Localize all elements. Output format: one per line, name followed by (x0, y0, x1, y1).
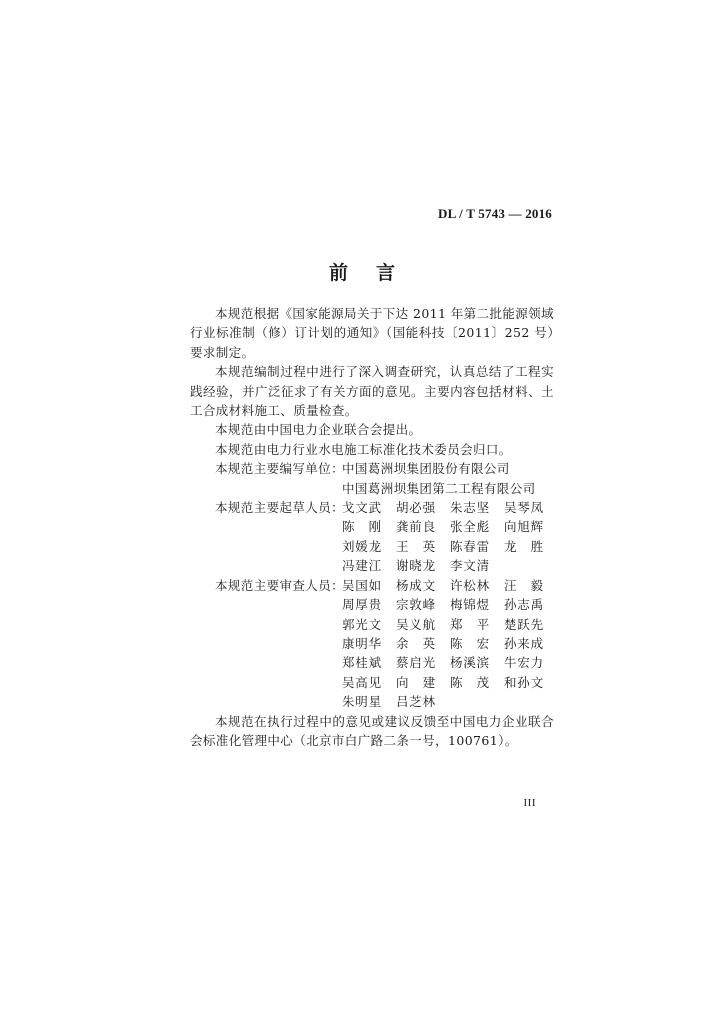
drafter-name: 刘媛龙 (342, 538, 382, 554)
editor-unit: 中国葛洲坝集团股份有限公司 (342, 461, 510, 477)
reviewer-name: 朱明星 (342, 694, 382, 710)
editor-units-label: 本规范主要编写单位： (215, 461, 345, 477)
drafter-name: 戈文武 (342, 500, 382, 516)
reviewers-names (342, 576, 558, 712)
drafters-label: 本规范主要起草人员： (215, 500, 345, 516)
drafter-name: 向旭辉 (504, 519, 544, 535)
reviewer-name: 孙来成 (504, 635, 544, 651)
reviewer-name: 和孙文 (504, 674, 544, 690)
paragraph-proposer: 本规范由中国电力企业联合会提出。 (215, 422, 422, 438)
reviewer-name: 陈 茂 (450, 674, 490, 690)
drafters-names (342, 498, 558, 576)
reviewer-name: 郑桂斌 (342, 655, 382, 671)
reviewer-name: 吕芝林 (396, 694, 436, 710)
list-item (190, 479, 554, 498)
drafter-name: 朱志坚 (450, 500, 490, 516)
standard-code: DL / T 5743 — 2016 (437, 206, 552, 221)
reviewer-name: 宗敦峰 (396, 597, 436, 613)
preface-body (190, 304, 554, 750)
drafter-name: 龚前良 (396, 519, 436, 535)
drafter-name: 王 英 (396, 538, 436, 554)
reviewer-name: 牛宏力 (504, 655, 544, 671)
paragraph-feedback: 本规范在执行过程中的意见或建议反馈至中国电力企业联合会标准化管理中心（北京市白广路二条一号，100761）。 (190, 713, 554, 748)
reviewer-name: 蔡启光 (396, 655, 436, 671)
paragraph-administrator: 本规范由电力行业水电施工标准化技术委员会归口。 (215, 441, 512, 457)
page-number: III (523, 797, 536, 809)
list-item (190, 459, 554, 478)
reviewer-name: 吴义航 (396, 616, 436, 632)
reviewer-name: 陈 宏 (450, 635, 490, 651)
drafter-name: 陈 刚 (342, 519, 382, 535)
reviewer-name: 杨成文 (396, 577, 436, 593)
reviewer-name: 吴高见 (342, 674, 382, 690)
reviewer-name: 周厚贵 (342, 597, 382, 613)
reviewers-block (190, 576, 554, 712)
reviewer-name: 向 建 (396, 674, 436, 690)
reviewer-name: 孙志禹 (504, 597, 544, 613)
reviewer-name: 梅锦煜 (450, 597, 490, 613)
reviewer-name: 郭光文 (342, 616, 382, 632)
editor-units-block (190, 459, 554, 498)
drafter-name: 胡必强 (396, 500, 436, 516)
drafter-name: 吴琴凤 (504, 500, 544, 516)
reviewer-name: 楚跃先 (504, 616, 544, 632)
reviewer-name: 郑 平 (450, 616, 490, 632)
reviewer-name: 杨溪滨 (450, 655, 490, 671)
paragraph-process: 本规范编制过程中进行了深入调查研究，认真总结了工程实践经验，并广泛征求了有关方面的意见。主要内容包括材料、土工合成材料施工、质量检查。 (190, 364, 554, 419)
reviewer-name: 汪 毅 (504, 577, 544, 593)
drafter-name: 张全彪 (450, 519, 490, 535)
editor-unit: 中国葛洲坝集团第二工程有限公司 (342, 480, 536, 496)
drafter-name: 龙 胜 (504, 538, 544, 554)
reviewer-name: 余 英 (396, 635, 436, 651)
page-title: 前言 (328, 262, 423, 284)
reviewer-name: 许松林 (450, 577, 490, 593)
drafter-name: 冯建江 (342, 558, 382, 574)
drafters-block (190, 498, 554, 576)
drafter-name: 谢晓龙 (396, 558, 436, 574)
reviewer-name: 吴国如 (342, 577, 382, 593)
reviewers-label: 本规范主要审查人员： (215, 577, 345, 593)
reviewer-name: 康明华 (342, 635, 382, 651)
paragraph-basis: 本规范根据《国家能源局关于下达 2011 年第二批能源领域行业标准制（修）订计划的通知》（国能科技〔2011〕252 号）要求制定。 (190, 306, 554, 360)
drafter-name: 陈春雷 (450, 538, 490, 554)
drafter-name: 李文清 (450, 558, 490, 574)
